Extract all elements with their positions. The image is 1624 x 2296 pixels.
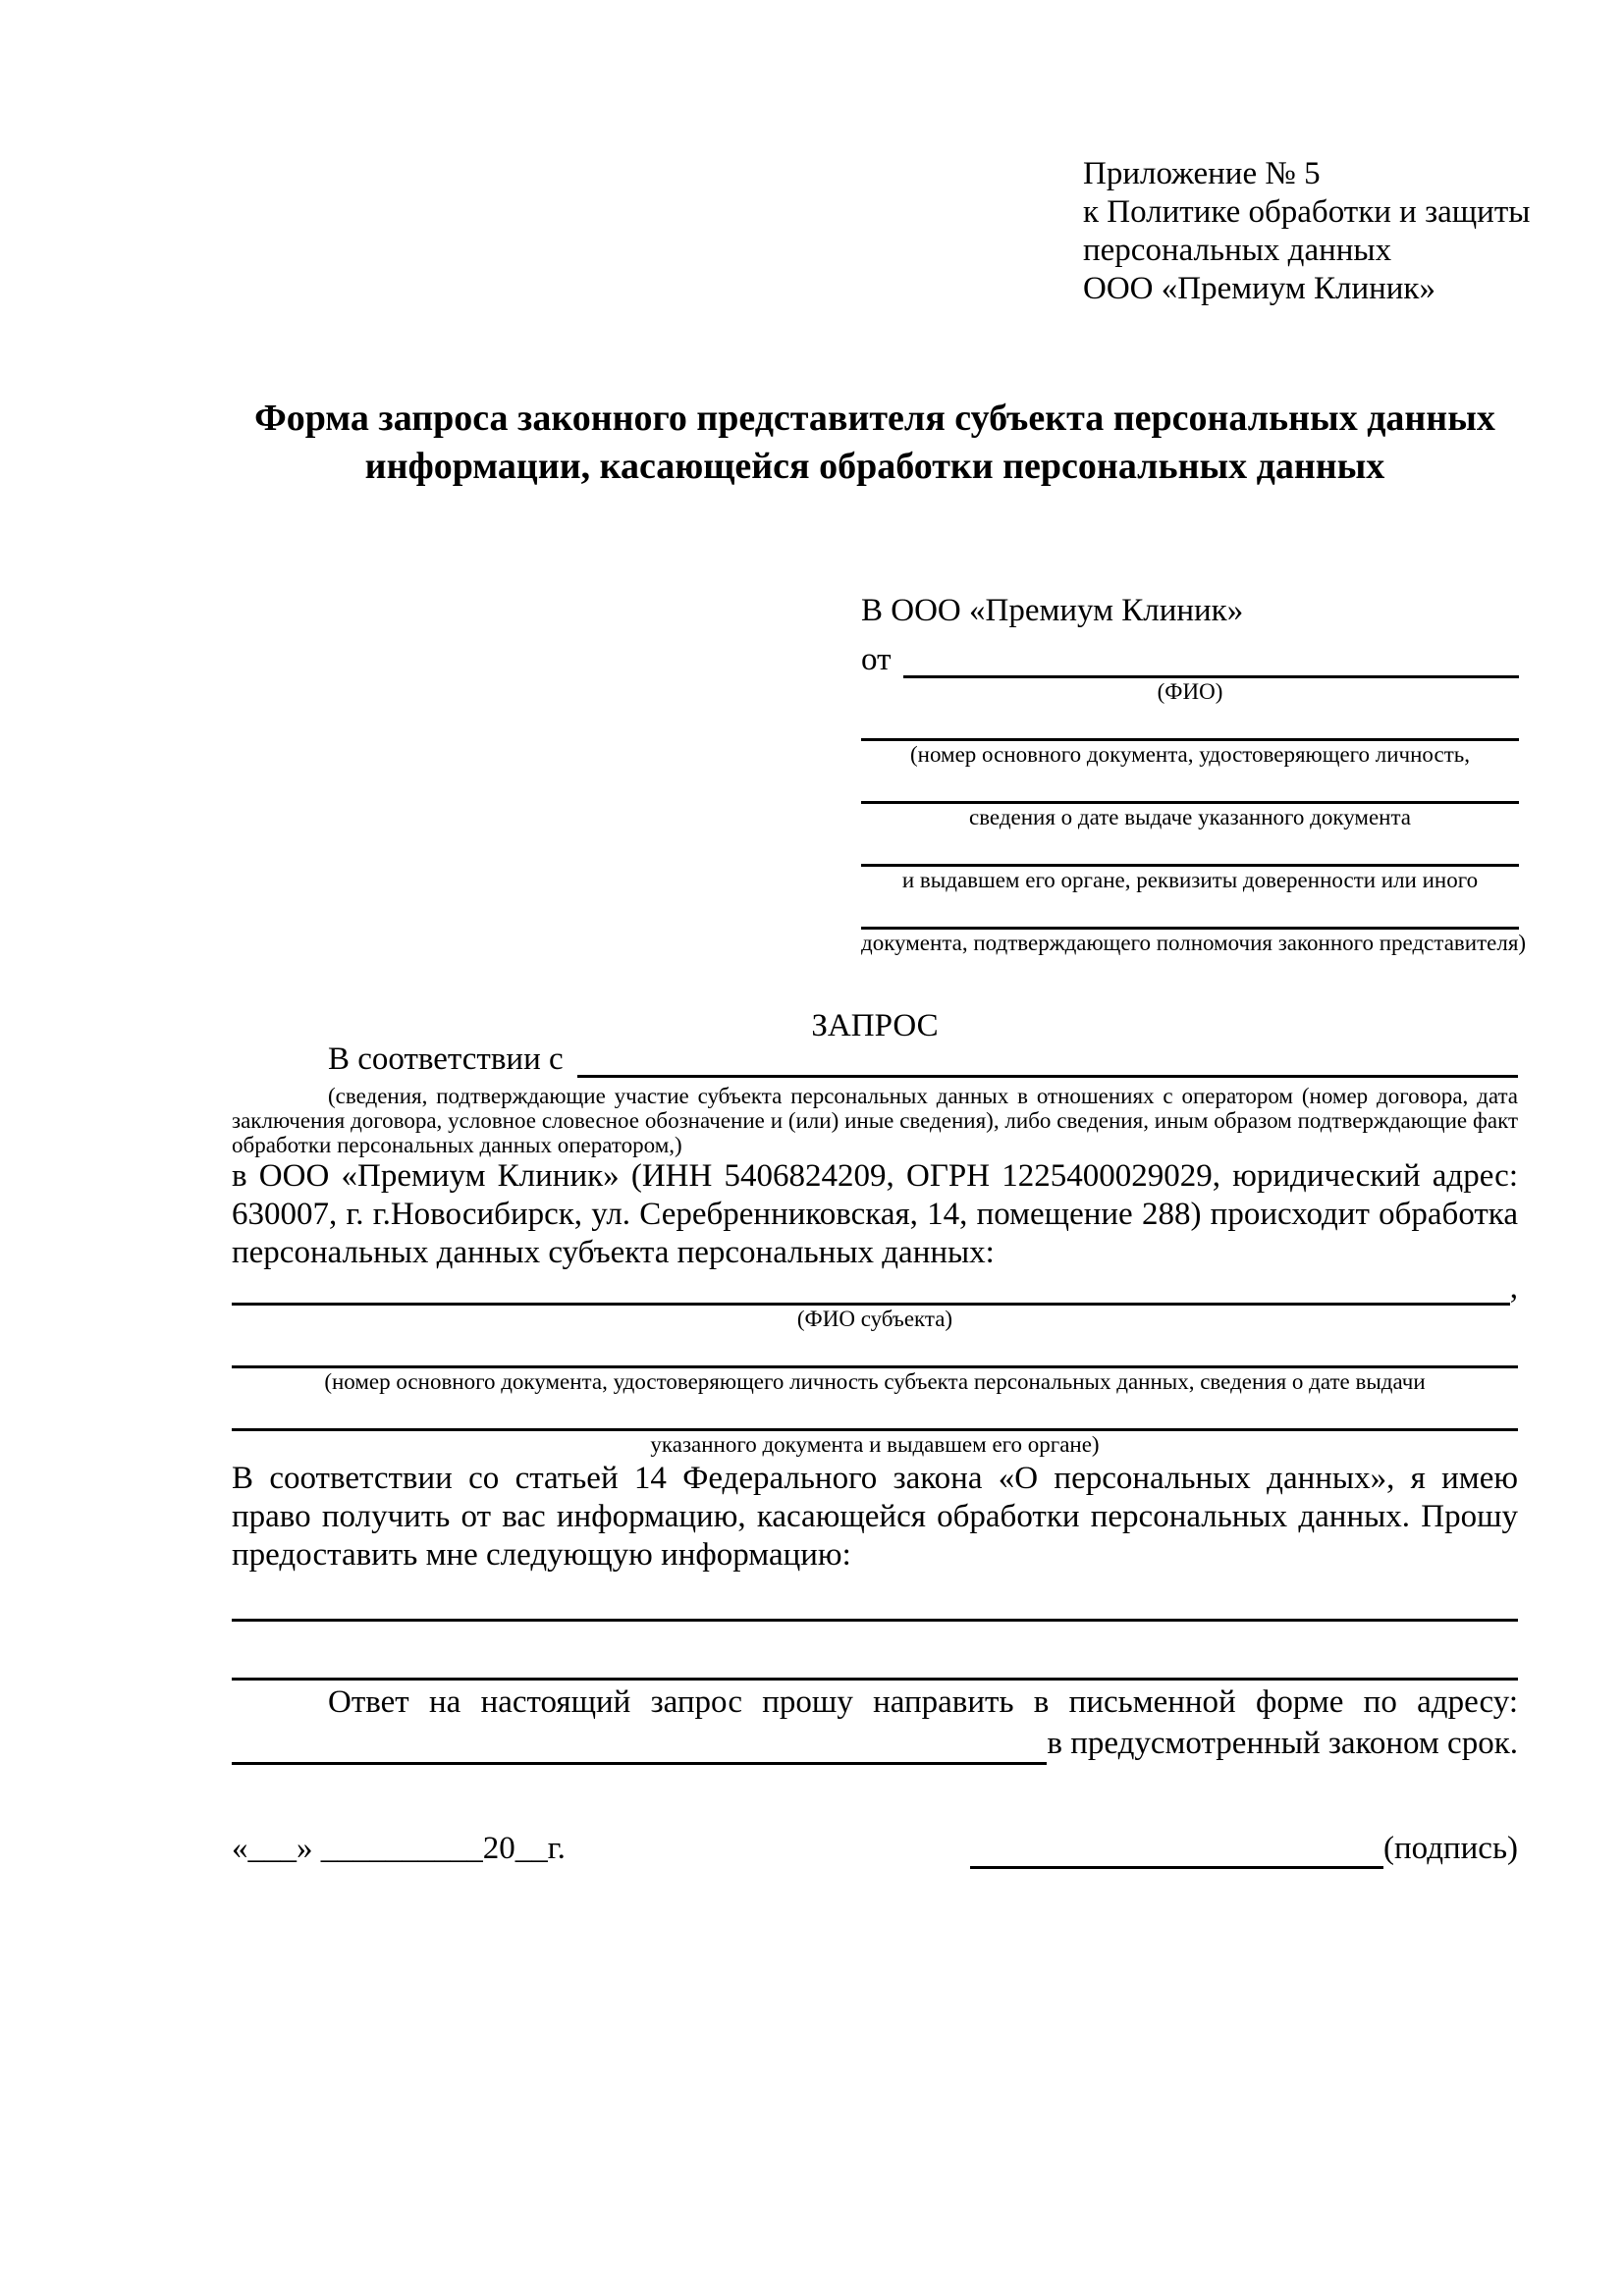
blank-field-row (861, 738, 1519, 769)
appendix-line: Приложение № 5 (1083, 156, 1321, 191)
blank-field-row (861, 864, 1519, 894)
blank-field-row (232, 1270, 1518, 1306)
operator-paragraph: в ООО «Премиум Клиник» (ИНН 5406824209, ОГРН 1225400029029, юридический адрес: 630007, г. г.Новосибирск, ул. Серебренниковская, 14, помещение 288) происходит обработка персональных данных субъекта персональных данных: (232, 1158, 1518, 1270)
law-paragraph: В соответствии со статьей 14 Федерального закона «О персональных данных», я имею право получить от вас информацию, касающейся обработки персональных данных. Прошу предоставить мне следующую информацию: (232, 1461, 1518, 1573)
answer-sentence: Ответ на настоящий запрос прошу направить в письменной форме по адресу: (328, 1684, 1518, 1720)
request-heading: ЗАПРОС (811, 1008, 939, 1043)
appendix-line: к Политике обработки и защиты (1083, 194, 1531, 230)
blank-line-requested-info-1 (232, 1619, 1518, 1622)
appendix-line: персональных данных (1083, 233, 1392, 268)
subject-data-block (232, 1270, 1518, 1459)
from-label: от (861, 642, 892, 677)
document-title-line: Форма запроса законного представителя субъекта персональных данных (254, 398, 1495, 439)
document-title-line: информации, касающейся обработки персональных данных (364, 446, 1385, 487)
subject-document-caption-2: указанного документа и выдавшем его органе) (650, 1432, 1100, 1457)
blank-line-caption: и выдавшем его органе, реквизиты доверенности или иного (901, 868, 1479, 892)
blank-line-caption: (номер основного документа, удостоверяющего личность, (909, 742, 1470, 767)
blank-line-answer-address (232, 1729, 1047, 1765)
answer-tail: в предусмотренный законом срок. (1047, 1726, 1518, 1761)
blank-field-row (861, 927, 1527, 957)
accordance-label: В соответствии с (328, 1041, 564, 1077)
addressee-block (861, 589, 1527, 957)
addressee-organization: В ООО «Премиум Клиник» (861, 593, 1244, 628)
blank-line-representative-fio (903, 642, 1520, 678)
accordance-caption: (сведения, подтверждающие участие субъекта персональных данных в отношениях с оператором (номер договора, дата заключения договора, условное словесное обозначение и (или) иные сведения), либо сведения, иным образом подтверждающие факт обработки персональных данных оператором,) (232, 1084, 1518, 1157)
blank-field-row (232, 1365, 1518, 1396)
fio-caption: (ФИО) (1157, 679, 1223, 704)
document-title (232, 395, 1518, 491)
trailing-comma: , (1509, 1270, 1518, 1306)
blank-line-requested-info-2 (232, 1678, 1518, 1681)
blank-field-row (861, 801, 1519, 831)
subject-fio-caption: (ФИО субъекта) (796, 1307, 953, 1331)
blank-line-signature (970, 1831, 1383, 1869)
blank-line-subject-fio (232, 1269, 1510, 1306)
accordance-row (232, 1041, 1518, 1078)
date-line: «___» __________20__г. (232, 1831, 566, 1866)
blank-field-row (232, 1428, 1518, 1459)
blank-line-caption: документа, подтверждающего полномочия законного представителя) (861, 931, 1527, 955)
subject-document-caption: (номер основного документа, удостоверяющего личность субъекта персональных данных, сведения о дате выдачи (324, 1369, 1426, 1394)
from-row (861, 641, 1519, 678)
answer-paragraph (232, 1682, 1518, 1765)
appendix-line: ООО «Премиум Клиник» (1083, 271, 1435, 306)
blank-line-relation-details (577, 1041, 1518, 1078)
appendix-note (1083, 155, 1530, 308)
signature-caption: (подпись) (1383, 1831, 1518, 1866)
signature-area (970, 1828, 1518, 1869)
footer-row (232, 1828, 1518, 1869)
answer-address-row (232, 1722, 1518, 1765)
blank-line-caption: сведения о дате выдаче указанного документа (968, 805, 1412, 829)
